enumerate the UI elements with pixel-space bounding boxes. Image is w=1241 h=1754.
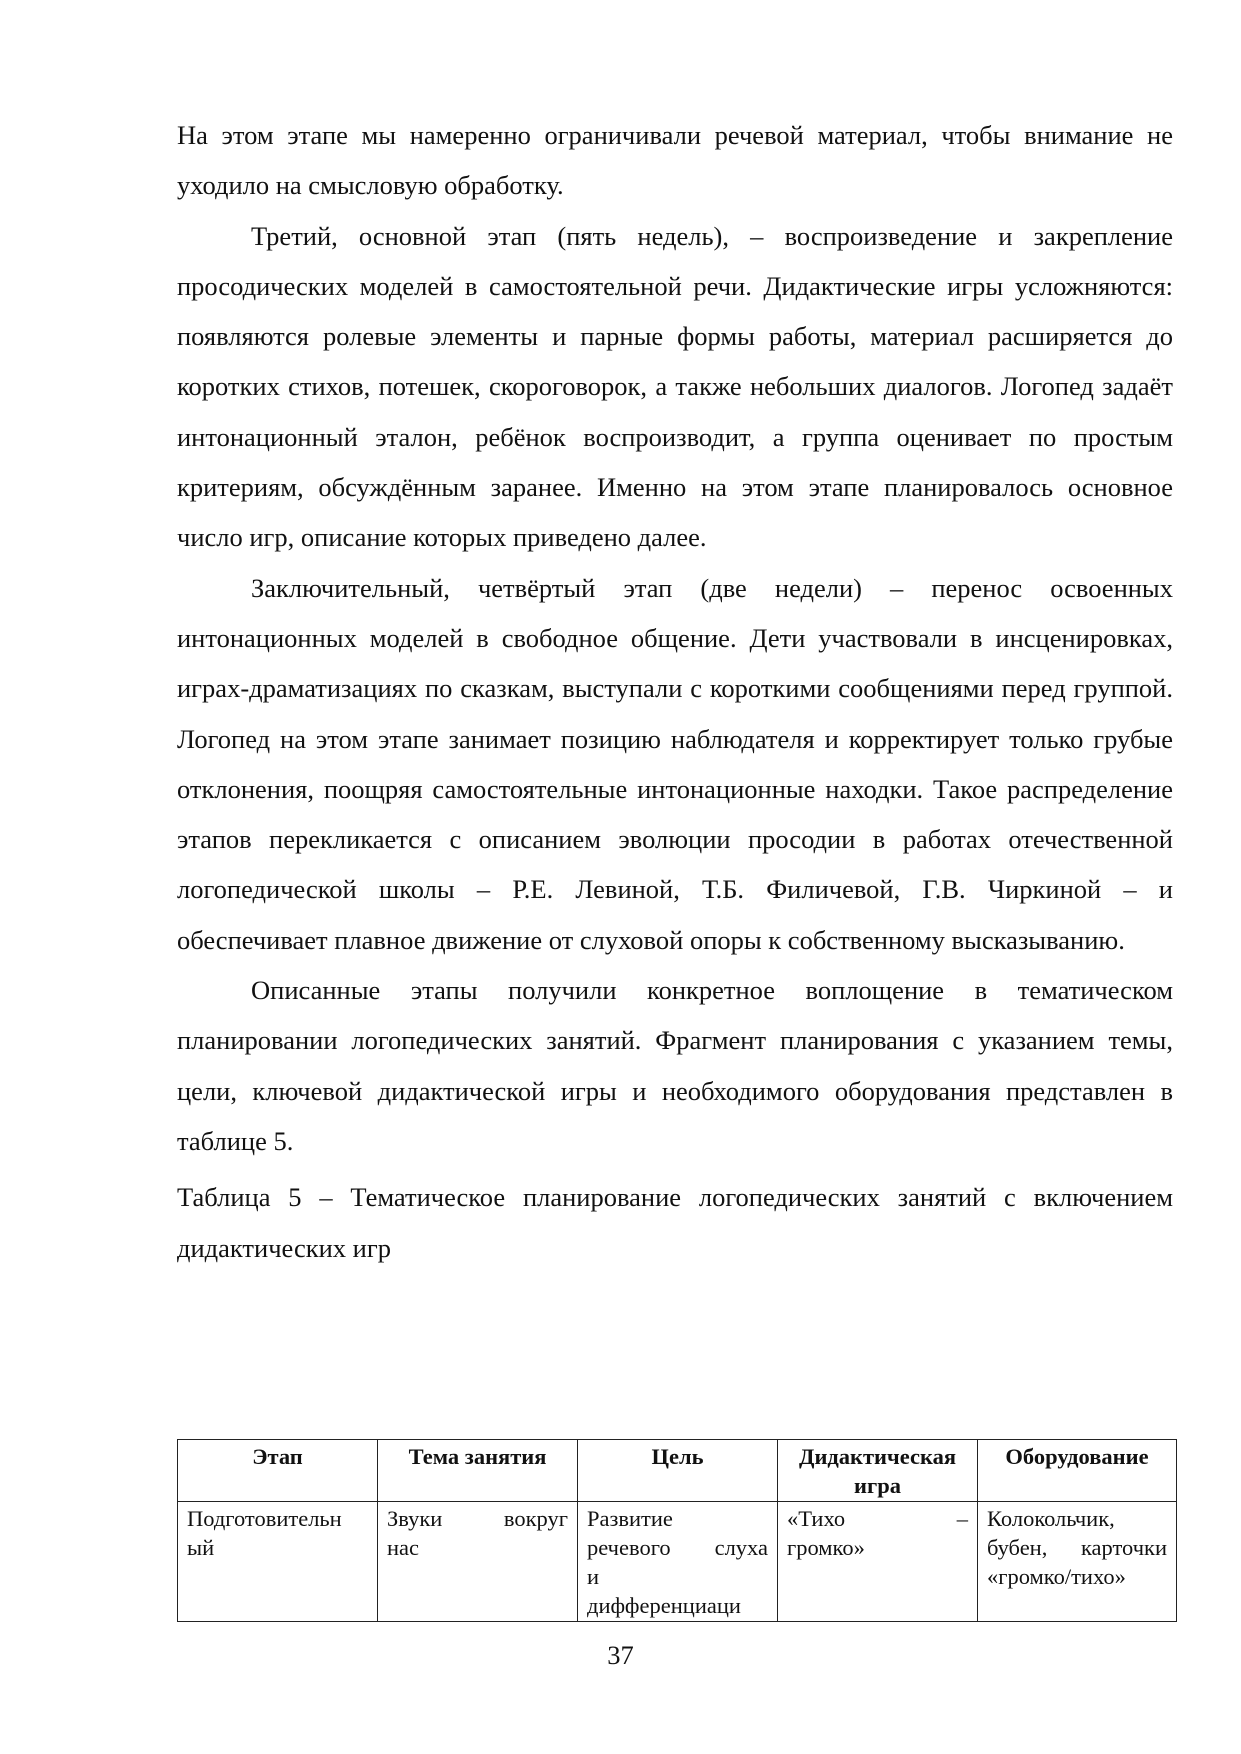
- page-number: 37: [607, 1640, 634, 1670]
- cell-goal-line-1: Развитие: [587, 1506, 673, 1531]
- table-row: [178, 1502, 1177, 1622]
- header-game-label-line-1: Дидактическая: [798, 1444, 957, 1469]
- header-game-label-line-2: игра: [854, 1473, 901, 1498]
- header-game: [778, 1440, 978, 1502]
- table-header-row: [178, 1440, 1177, 1502]
- planning-table-container: [177, 1439, 1176, 1622]
- cell-equipment-line-2: [987, 1533, 1167, 1562]
- planning-table: [177, 1439, 1177, 1622]
- paragraph-fourth-stage: Заключительный, четвёртый этап (две недели) – перенос освоенных интонационных моделей в свободное общение. Дети участвовали в инсценировках, играх-драматизациях по сказкам, выступали с короткими сообщениями перед группой. Логопед на этом этапе занимает позицию наблюдателя и корректирует только грубые отклонения, поощряя самостоятельные интонационные находки. Такое распределение этапов перекликается с описанием эволюции просодии в работах отечественной логопедической школы – Р.Е. Левиной, Т.Б. Филичевой, Г.В. Чиркиной – и обеспечивает плавное движение от слуховой опоры к собственному высказыванию.: [177, 572, 1173, 955]
- header-equipment-label: Оборудование: [1005, 1444, 1149, 1469]
- cell-stage-line-1: Подготовительн: [187, 1506, 342, 1531]
- cell-game-word-1: «Тихо: [787, 1506, 846, 1531]
- cell-topic-word-2: вокруг: [503, 1506, 568, 1531]
- cell-equipment-line-1: Колокольчик,: [987, 1506, 1115, 1531]
- cell-topic-line-1: [387, 1504, 568, 1533]
- cell-topic-word-1: Звуки: [387, 1506, 443, 1531]
- header-goal: [578, 1440, 778, 1502]
- cell-equipment-line-3: «громко/тихо»: [987, 1564, 1126, 1589]
- cell-game-word-2: –: [956, 1506, 968, 1531]
- cell-goal: [578, 1502, 778, 1622]
- cell-game: [778, 1502, 978, 1622]
- body-text: [177, 110, 1173, 1273]
- cell-equipment-word-1: бубен,: [987, 1535, 1048, 1560]
- cell-stage-line-2: ый: [187, 1535, 215, 1560]
- cell-equipment-word-2: карточки: [1080, 1535, 1167, 1560]
- cell-goal-line-3: и: [587, 1564, 600, 1589]
- header-goal-label: Цель: [651, 1444, 704, 1469]
- paragraph-continuation: На этом этапе мы намеренно ограничивали речевой материал, чтобы внимание не уходило на смысловую обработку.: [177, 120, 1173, 201]
- cell-topic: [378, 1502, 578, 1622]
- header-topic-label: Тема занятия: [408, 1444, 547, 1469]
- header-equipment: [978, 1440, 1177, 1502]
- table-caption: Таблица 5 – Тематическое планирование логопедических занятий с включением дидактических игр: [177, 1182, 1173, 1263]
- cell-goal-word-2: слуха: [714, 1535, 768, 1560]
- cell-goal-word-1: речевого: [587, 1535, 671, 1560]
- cell-game-line-2: громко»: [787, 1535, 865, 1560]
- header-stage-label: Этап: [252, 1444, 303, 1469]
- cell-equipment: [978, 1502, 1177, 1622]
- header-topic: [378, 1440, 578, 1502]
- paragraph-third-stage: Третий, основной этап (пять недель), – воспроизведение и закрепление просодических моделей в самостоятельной речи. Дидактические игры усложняются: появляются ролевые элементы и парные формы работы, материал расширяется до коротких стихов, потешек, скороговорок, а также небольших диалогов. Логопед задаёт интонационный эталон, ребёнок воспроизводит, а группа оценивает по простым критериям, обсуждённым заранее. Именно на этом этапе планировалось основное число игр, описание которых приведено далее.: [177, 220, 1173, 553]
- header-stage: [178, 1440, 378, 1502]
- cell-topic-line-2: нас: [387, 1535, 420, 1560]
- cell-goal-line-2: [587, 1533, 768, 1562]
- paragraph-planning-intro: Описанные этапы получили конкретное воплощение в тематическом планировании логопедических занятий. Фрагмент планирования с указанием темы, цели, ключевой дидактической игры и необходимого оборудования представлен в таблице 5.: [177, 975, 1173, 1156]
- cell-game-line-1: [787, 1504, 968, 1533]
- cell-stage: [178, 1502, 378, 1622]
- cell-goal-line-4: дифференциаци: [587, 1593, 741, 1618]
